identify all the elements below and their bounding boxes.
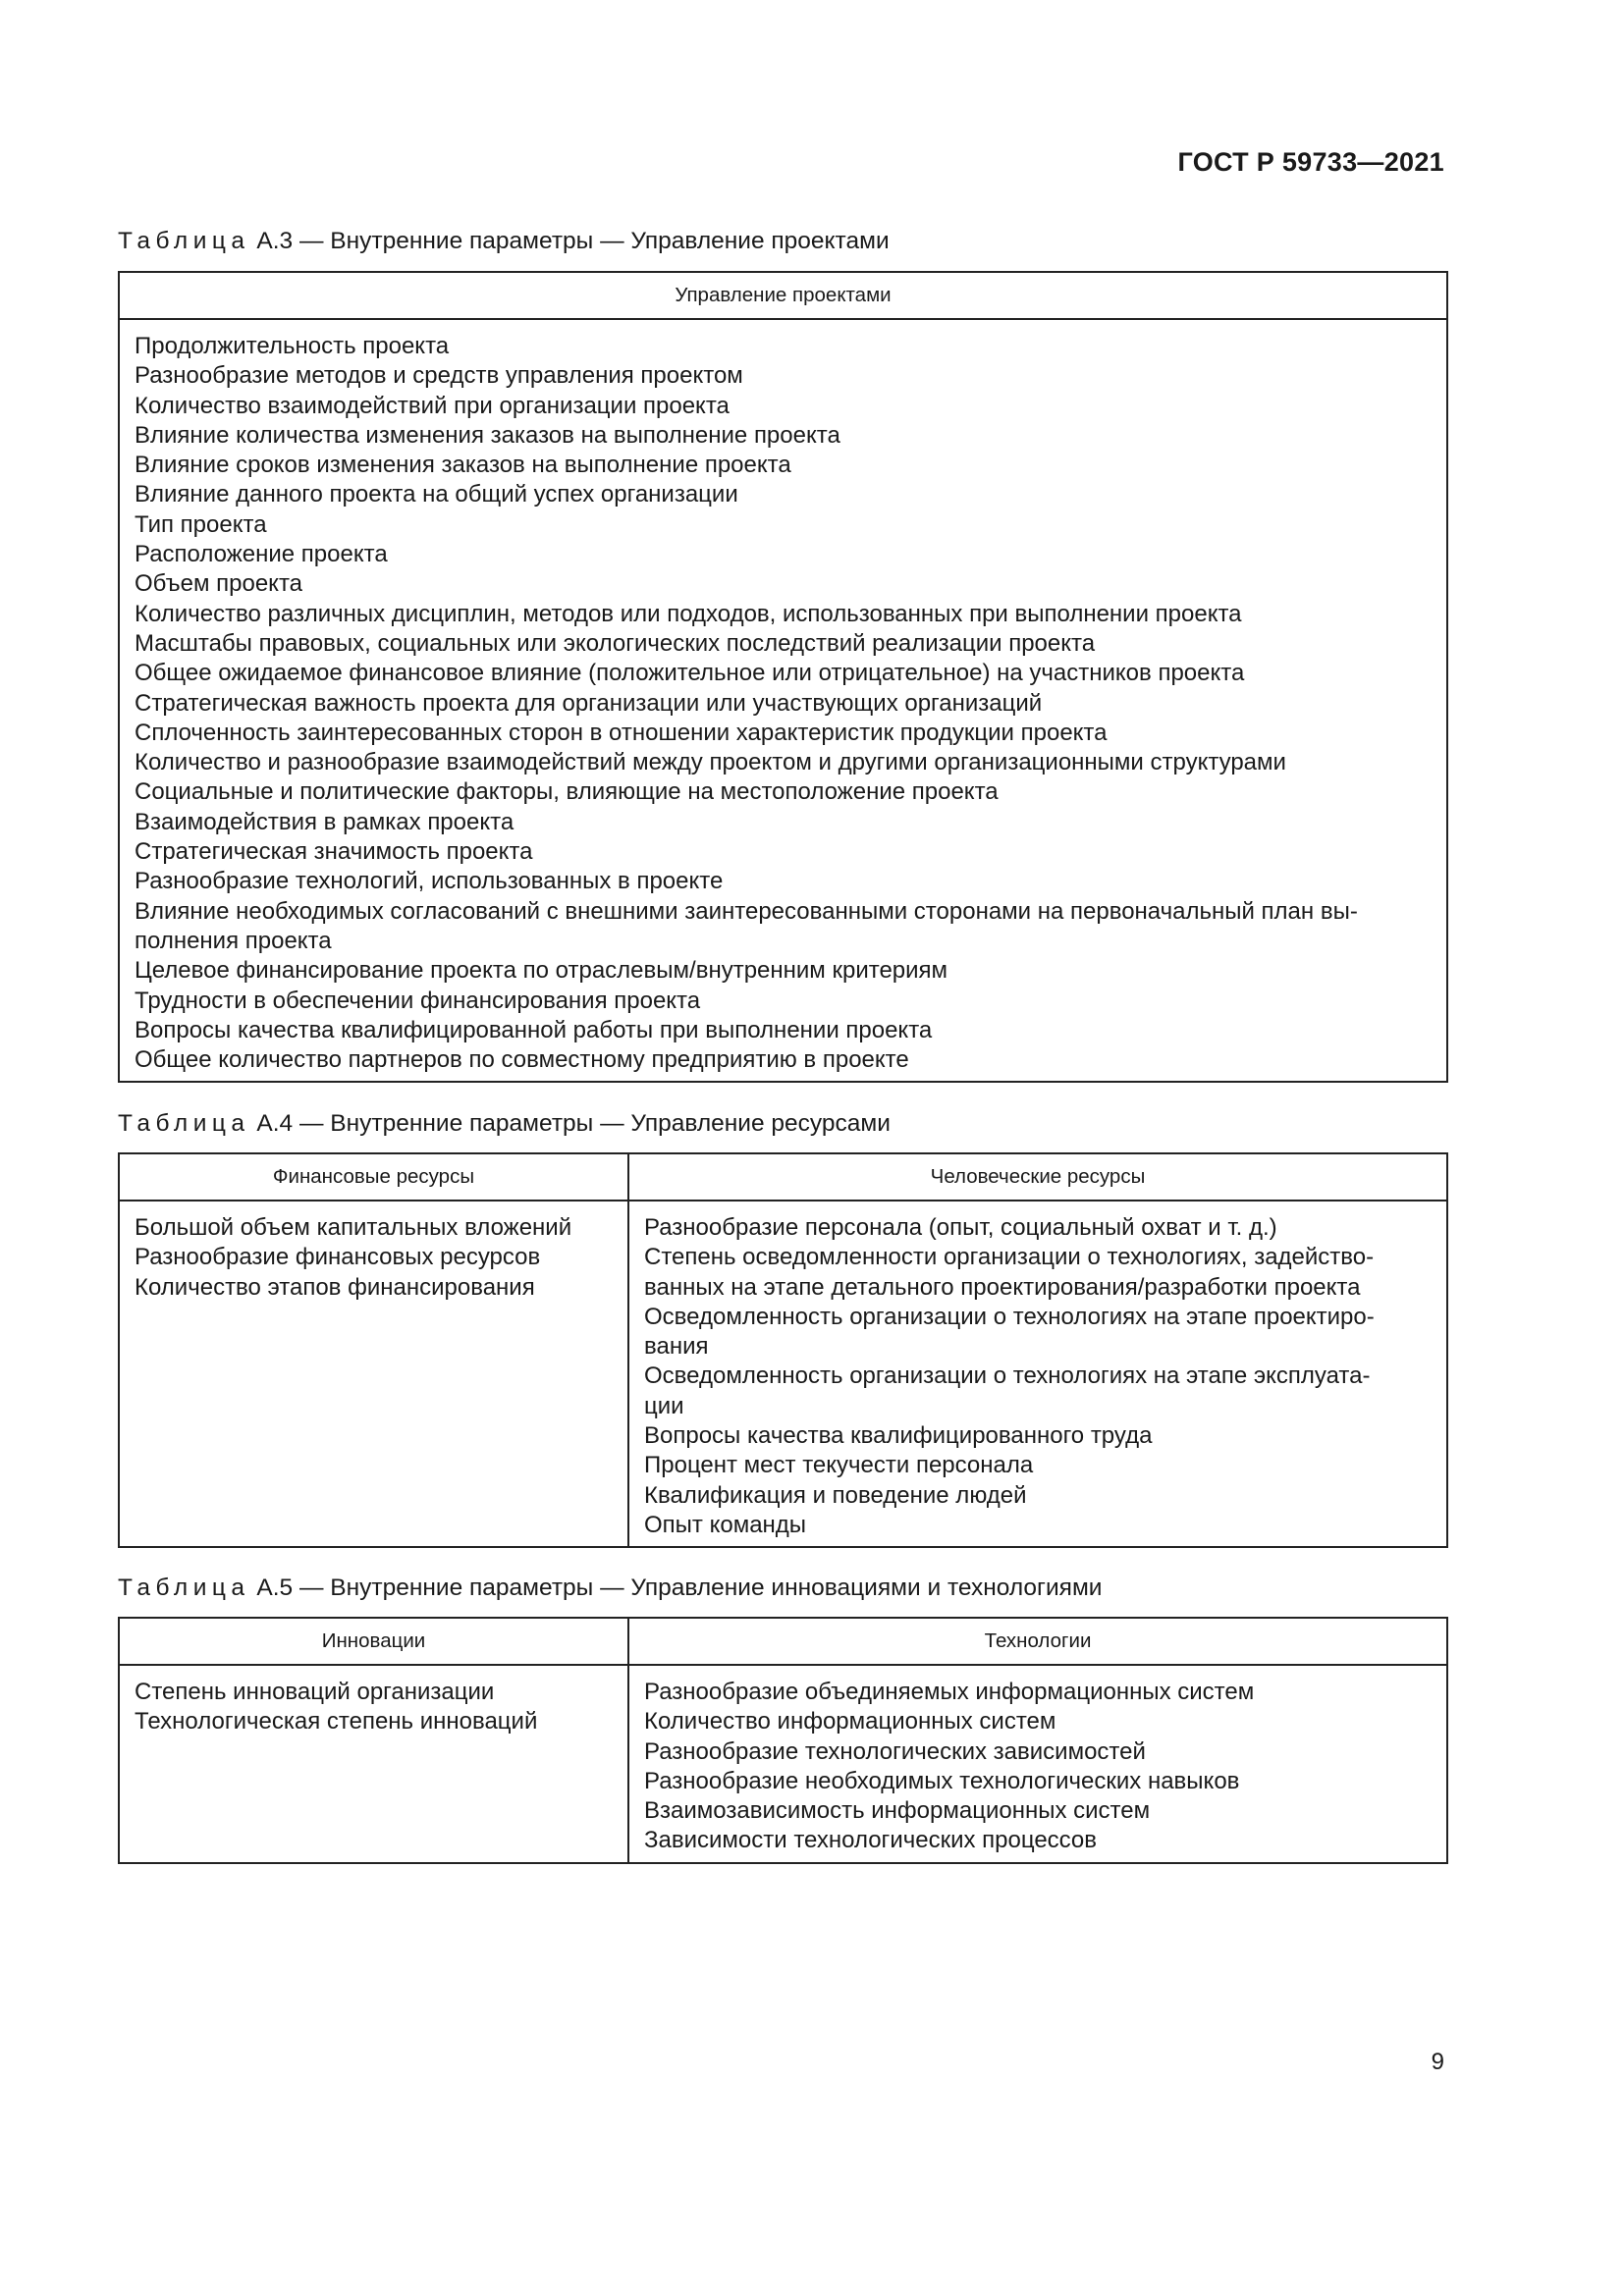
table-line: Социальные и политические факторы, влияющие на местоположение проекта — [135, 778, 999, 806]
table-line: Разнообразие персонала (опыт, социальный охват и т. д.) — [644, 1214, 1277, 1241]
caption-text: А.4 — Внутренние параметры — Управление ресурсами — [256, 1110, 891, 1137]
table-line: Разнообразие технологий, использованных в проекте — [135, 868, 724, 895]
table-line: ции — [644, 1392, 684, 1419]
table-line: Масштабы правовых, социальных или экологических последствий реализации проекта — [135, 629, 1096, 657]
standard-code: ГОСТ Р 59733—2021 — [1177, 147, 1444, 177]
table-line: Количество информационных систем — [644, 1708, 1056, 1735]
table-line: Разнообразие методов и средств управления проектом — [135, 362, 743, 390]
table-line: Общее ожидаемое финансовое влияние (положительное или отрицательное) на участников проекта — [135, 660, 1245, 687]
table-line: Разнообразие необходимых технологических навыков — [644, 1767, 1240, 1794]
table-line: Целевое финансирование проекта по отраслевым/внутренним критериям — [135, 957, 948, 985]
table-a5-header-innovation: Инновации — [119, 1618, 628, 1665]
table-line: Влияние количества изменения заказов на выполнение проекта — [135, 421, 840, 449]
caption-text: А.3 — Внутренние параметры — Управление проектами — [256, 228, 890, 254]
table-line: Степень инноваций организации — [135, 1679, 495, 1705]
table-a4-header-human: Человеческие ресурсы — [628, 1153, 1447, 1201]
table-line: Взаимозависимость информационных систем — [644, 1797, 1151, 1825]
table-line: Объем проекта — [135, 570, 303, 598]
table-line: Разнообразие технологических зависимостей — [644, 1737, 1146, 1765]
table-a4-caption — [118, 1110, 891, 1138]
table-line: Зависимости технологических процессов — [644, 1827, 1098, 1854]
table-line: полнения проекта — [135, 927, 332, 954]
table-a5 — [118, 1617, 1448, 1864]
table-line: Общее количество партнеров по совместному предприятию в проекте — [135, 1046, 909, 1074]
page-number: 9 — [1431, 2049, 1444, 2075]
table-line: Степень осведомленности организации о технологиях, задейство- — [644, 1244, 1375, 1271]
table-a3 — [118, 271, 1448, 1083]
table-a4 — [118, 1152, 1448, 1548]
table-line: Осведомленность организации о технологиях на этапе проектиро- — [644, 1303, 1375, 1330]
table-a4-header-financial: Финансовые ресурсы — [119, 1153, 628, 1201]
table-line: Трудности в обеспечении финансирования проекта — [135, 987, 701, 1014]
caption-text: А.5 — Внутренние параметры — Управление инновациями и технологиями — [256, 1575, 1103, 1601]
table-line: Продолжительность проекта — [135, 333, 450, 359]
table-line: Взаимодействия в рамках проекта — [135, 808, 514, 835]
table-line: Количество и разнообразие взаимодействий между проектом и другими организационными структурами — [135, 749, 1286, 776]
table-a3-cell — [119, 319, 1447, 1082]
table-line: Осведомленность организации о технологиях на этапе эксплуата- — [644, 1362, 1371, 1390]
table-line: Квалификация и поведение людей — [644, 1481, 1027, 1509]
caption-word: Таблица — [118, 1575, 250, 1601]
table-line: Вопросы качества квалифицированного труда — [644, 1422, 1153, 1450]
table-a5-cell-technology — [628, 1665, 1447, 1863]
table-line: ванных на этапе детального проектирования/разработки проекта — [644, 1273, 1361, 1301]
table-line: Количество взаимодействий при организации проекта — [135, 392, 730, 419]
table-line: Влияние сроков изменения заказов на выполнение проекта — [135, 452, 791, 479]
table-a5-header-technology: Технологии — [628, 1618, 1447, 1665]
table-line: Расположение проекта — [135, 541, 388, 568]
table-line: Большой объем капитальных вложений — [135, 1214, 572, 1241]
table-line: Влияние данного проекта на общий успех организации — [135, 481, 738, 508]
table-line: Вопросы качества квалифицированной работы при выполнении проекта — [135, 1016, 933, 1043]
table-line: Технологическая степень инноваций — [135, 1708, 538, 1735]
table-line: вания — [644, 1333, 709, 1361]
table-line: Разнообразие объединяемых информационных систем — [644, 1679, 1255, 1705]
table-a4-cell-human — [628, 1201, 1447, 1547]
table-line: Процент мест текучести персонала — [644, 1452, 1034, 1479]
table-line: Сплоченность заинтересованных сторон в отношении характеристик продукции проекта — [135, 719, 1108, 746]
table-line: Стратегическая значимость проекта — [135, 838, 533, 866]
table-line: Тип проекта — [135, 510, 267, 538]
table-line: Количество этапов финансирования — [135, 1273, 535, 1301]
table-a3-caption — [118, 228, 890, 255]
table-line: Стратегическая важность проекта для организации или участвующих организаций — [135, 689, 1043, 717]
table-line: Опыт команды — [644, 1511, 807, 1538]
table-a4-cell-financial — [119, 1201, 628, 1547]
table-line: Разнообразие финансовых ресурсов — [135, 1244, 541, 1271]
table-line: Количество различных дисциплин, методов или подходов, использованных при выполнении проекта — [135, 600, 1242, 627]
caption-word: Таблица — [118, 1110, 250, 1137]
caption-word: Таблица — [118, 228, 250, 254]
table-a5-cell-innovation — [119, 1665, 628, 1863]
table-a3-header: Управление проектами — [119, 272, 1447, 319]
table-a5-caption — [118, 1575, 1102, 1602]
table-line: Влияние необходимых согласований с внешними заинтересованными сторонами на первоначальный план вы- — [135, 897, 1358, 925]
